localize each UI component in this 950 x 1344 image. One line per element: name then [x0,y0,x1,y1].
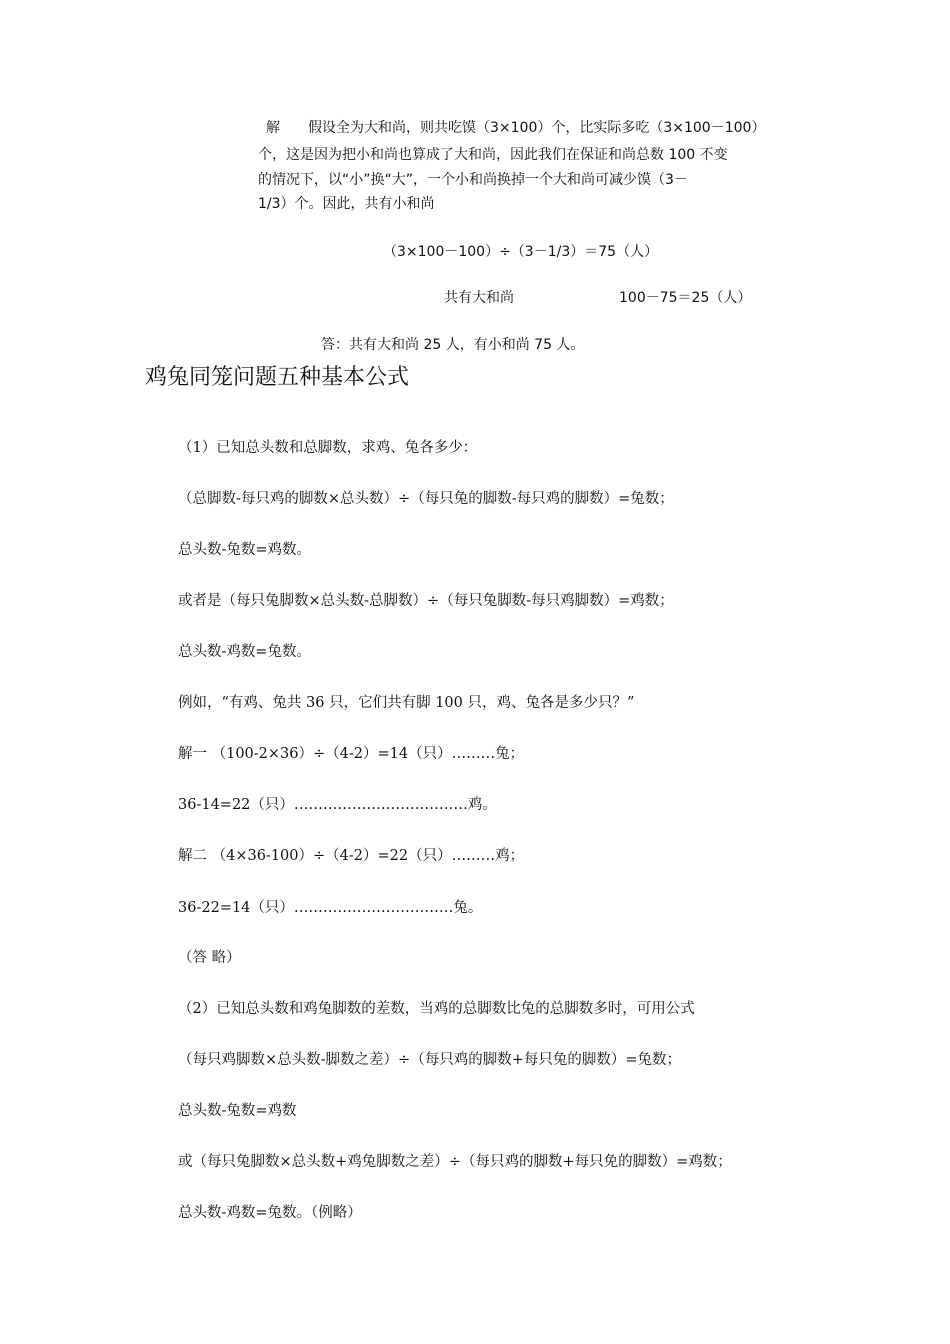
body-line: 总头数-兔数=鸡数。 [178,542,312,558]
body-line: 总头数-鸡数=兔数。 [178,644,312,660]
formula-big-monks-label: 共有大和尚 [444,290,514,306]
section-title: 鸡兔同笼问题五种基本公式 [145,365,410,390]
formula-big-monks-value: 100－75＝25（人） [619,290,752,306]
answer-line: 答：共有大和尚 25 人，有小和尚 75 人。 [321,337,585,353]
solution-line-1: 假设全为大和尚，则共吃馍（3×100）个，比实际多吃（3×100－100） [308,120,766,136]
body-line: 或者是（每只兔脚数×总头数-总脚数）÷（每只兔脚数-每只鸡脚数）=鸡数； [178,593,674,609]
body-line: （答 略） [178,950,241,966]
body-line: 解二 （4×36-100）÷（4-2）=22（只）………鸡； [178,848,525,864]
body-line: 或（每只兔脚数×总头数+鸡兔脚数之差）÷（每只鸡的脚数+每只免的脚数）=鸡数； [178,1154,732,1170]
body-line: （1）已知总头数和总脚数，求鸡、兔各多少： [178,440,478,456]
solution-prefix: 解 [266,120,280,136]
solution-line-4: 1/3）个。因此，共有小和尚 [258,196,435,212]
solution-label [266,118,280,138]
body-line: （2）已知总头数和鸡兔脚数的差数，当鸡的总脚数比兔的总脚数多时，可用公式 [178,1001,695,1017]
body-line: （每只鸡脚数×总头数-脚数之差）÷（每只鸡的脚数+每只兔的脚数）=兔数； [178,1052,681,1068]
body-line: 例如，“有鸡、兔共 36 只，它们共有脚 100 只，鸡、兔各是多少只？” [178,695,635,711]
formula-small-monks: （3×100－100）÷（3－1/3）＝75（人） [383,244,659,260]
body-line: （总脚数-每只鸡的脚数×总头数）÷（每只兔的脚数-每只鸡的脚数）=兔数； [178,491,674,507]
solution-line-3: 的情况下，以“小”换“大”，一个小和尚换掉一个大和尚可减少馍（3－ [258,172,688,188]
body-line: 解一 （100-2×36）÷（4-2）=14（只）………兔； [178,746,525,762]
body-line: 36-14=22（只）………………………………鸡。 [178,797,497,813]
body-line: 总头数-鸡数=兔数。（例略） [178,1205,362,1221]
solution-line-2: 个，这是因为把小和尚也算成了大和尚，因此我们在保证和尚总数 100 不变 [258,147,728,163]
body-line: 36-22=14（只）……………………………兔。 [178,900,483,916]
body-line: 总头数-兔数=鸡数 [178,1103,297,1119]
